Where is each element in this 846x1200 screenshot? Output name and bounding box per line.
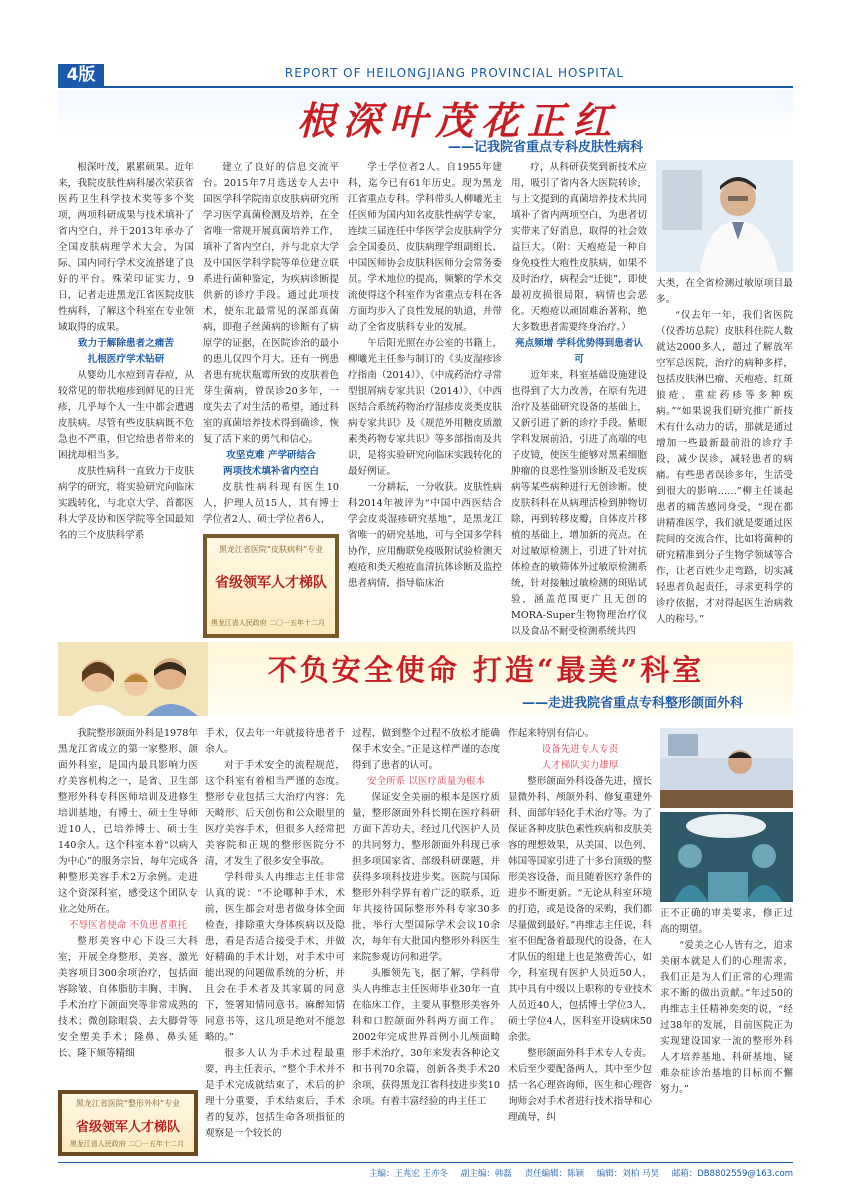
section-heading: 两项技术填补省内空白 [223, 466, 319, 477]
doctor-portrait-illustration [656, 160, 793, 272]
section-heading: 安全所系 以医疗质量为根本 [366, 776, 486, 787]
article2-banner [58, 642, 793, 716]
paragraph: 学士学位者2人。自1955年建科，迄今已有61年历史。现为黑龙江省重点专科。学科带头人柳曦光主任医师为国内知名皮肤性病学专家，连续三届连任中华医学会皮肤病学分会全国委员、皮肤病理学组副组长、中国医师协会皮肤科医师分会常务委员。学术地位的提高，频繁的学术交流使得这个科室作为省重点专科在各方面均步入了良性发展的轨道，并带动了全省皮肤科专业的发展。 [348, 162, 502, 333]
article2-column-3 [352, 726, 500, 1156]
section-heading: 扎根医疗学术钻研 [87, 354, 165, 365]
footer-deputy-editor: 副主编：韩磊 [460, 1169, 512, 1179]
page-number: 4版 [58, 64, 104, 86]
article1-subtitle: ——记我院省重点专科皮肤性病科 [447, 140, 643, 155]
paragraph: 保证安全美丽的根本是医疗质量，整形颌面外科长期在医疗科研方面下苦功夫，经过几代医护人员的共同努力，整形颌面外科现已承担多项国家省、部级科研课题，并获得多项科技进步奖。医院与国际整形外科学界有着广泛的联系，近年共接待国际整形外科专家30多批，举行大型国际学术会议10余次，每年有大批国内整形外科医生来院参观访问和进学。 [352, 792, 500, 963]
footer-editor-in-chief: 主编：王兆宏 王亦冬 [368, 1169, 449, 1179]
article1-column-3 [348, 160, 502, 638]
plaque-header: 黑龙江省医院“整形外科”专业 [75, 1099, 181, 1108]
footer-email: 邮箱：DB8802559@163.com [671, 1169, 793, 1179]
section-heading: 人才梯队实力雄厚 [541, 760, 619, 771]
paragraph: 午后阳光照在办公室的书籍上，柳曦光主任参与制订的《头皮湿疹诊疗指南（2014）》、《中成药治疗寻常型银屑病专家共识（2014）》、《中西医结合系统药物治疗湿疹皮炎类皮肤病专家共识》及《规范外用糖皮质激素类药物专家共识》等多部指南及共识，是将实验研究向临床实践转化的最好例证。 [348, 338, 502, 477]
paragraph: 我院整形颌面外科是1978年黑龙江省成立的第一家整形、颌面外科室，是国内最具影响力医疗美容机构之一，是省、卫生部整形外科专科医师培训及进修生培训基地，有博士、硕士生导师近10人，已培养博士、硕士生140余人。这个科室本着“以病人为中心”的服务宗旨，每年完成各种整形美容手术2万余例。走进这个资深科室，感受这个团队专业之处所在。 [58, 728, 198, 915]
article1-banner [58, 90, 793, 155]
article1-column-4 [511, 160, 647, 638]
paragraph: 整形颌面外科手术专人专责。术后至少要配备两人，其中至少包括一名心理咨询师，医生和心理咨询师会对手术者进行技术指导和心理疏导，纠 [508, 1048, 652, 1123]
article2-title: 不负安全使命 打造“最美”科室 [267, 653, 705, 687]
paragraph: 正不正确的审美要求，修正过高的期望。 [660, 908, 793, 935]
paragraph: 对于手术安全的流程规范，这个科室有着相当严谨的态度。整形专业包括三大治疗内容：先天畸形、后天创伤和公众眼里的医疗美容手术，但很多人经常把美容院和正规的整形医院分不清，才发生了很多安全事故。 [205, 760, 345, 867]
page-footer [58, 1162, 793, 1179]
paragraph: 头雁领先飞，据了解，学科带头人冉维志主任医师毕业30年一直在临床工作，主要从事整形美容外科和口腔颌面外科两方面工作。2002年完成世界首例小儿颅面畸形手术治疗，30年来发表各种论文和书刊70余篇，创新各类手术20余项，获得黑龙江省科技进步奖10余项。有着丰富经验的冉主任工 [352, 968, 500, 1107]
section-heading: 亮点频增 学科优势得到患者认可 [514, 338, 644, 365]
footer-editors: 编辑：刘柏 马昊 [596, 1169, 659, 1179]
paragraph: 整形颌面外科设备先进，擅长显微外科、颅颌外科、修复重建外科、面部年轻化手术治疗等。为了保证各种皮肤色素性疾病和皮肤美容的理想效果，从美国、以色列、韩国等国家引进了十多台顶级的整形美容设备，而且随着医疗条件的进步不断更新。“无论从科室环境的打造，或是设备的采购，我们都尽量做到最好。”冉维志主任说，科室不但配备着最现代的设备，在人才队伍的组建上也是煞费苦心，如今，科室现有医护人员近50人，其中具有中级以上职称的专业技术人员近40人，包括博士学位3人，硕士学位4人，医科室开设病床50余张。 [508, 776, 652, 1043]
doctor-office-photo [660, 728, 793, 808]
article2-column-2 [205, 726, 345, 1156]
paragraph: “仅去年一年，我们省医院（仪香坊总院）皮肤科住院人数就达2000多人，超过了解放军空军总医院，治疗的病种多样，包括皮肤淋巴瘤、天疱疮、红斑狼疮、重症药疹等多种疾病。”“如果说我们研究推广新技术有什么动力的话，那就是通过增加一些最新最前沿的诊疗手段，减少误诊，减轻患者的病痛。有些患者误诊多年，生活受到很大的影响……”柳主任谈起患者的痛苦感同身受，“现在都讲精准医学，我们就是要通过医院间的交流合作，比如将菌种的研究精准到分子生物学领域等合作，让老百姓少走弯路，切实减轻患者负起责任，寻求更科学的诊疗依据，才对得起医生治病救人的称号。” [656, 310, 793, 625]
paragraph: 疗，从科研获奖到新技术应用，吸引了省内各大医院转诊，与上文提到的真菌培养技术共同填补了省内两项空白，为患者切实带来了好消息，取得的社会效益巨大。（附：天疱疮是一种自身免疫性大疱性皮肤病，如果不及时治疗，病程会“迁徙”，即使最初皮损很局限，病情也会恶化。天疱疮以顽固难治著称，绝大多数患者需要终身治疗。） [511, 162, 647, 333]
plaque-issuer: 黑龙江省人民政府 二〇一五年十二月 [210, 619, 325, 627]
honor-plaque-photo [58, 1090, 198, 1156]
paragraph: 从婴幼儿水痘到青春痘，从较常见的带状疱疹到鲜见的日光疹，几乎每个人一生中都会遭遇皮肤病。尽管有些皮肤病既不危急也不严重，但它给患者带来的困扰却相当多。 [58, 370, 194, 461]
article1-column-5 [656, 276, 793, 638]
paragraph: 皮肤性病科一直致力于皮肤病学的研究，将实验研究向临床实践转化，与北京大学、首都医科大学及协和医学院等全国最知名的三个皮肤科学系 [58, 466, 194, 541]
doctor-portrait-photo [656, 160, 793, 272]
paragraph: 很多人认为手术过程最重要，冉主任表示，“整个手术并不是手术完成就结束了，术后的护理十分重要，手术结束后，手术者的复苏，包括生命各项指征的观察是一个较长的 [205, 1048, 345, 1139]
honor-plaque-photo [203, 534, 339, 638]
paragraph: 学科带头人冉维志主任非常认真的说：“不论哪种手术，术前，医生都会对患者做身体全面检查，排除重大身体疾病以及隐患，看是否适合接受手术，并做好精确的手术计划，对手术中可能出现的问题做系统的分析，并且会在手术者及其家属的同意下，签署知情同意书。麻醉知情同意书等，这几项是绝对不能忽略的。” [205, 872, 345, 1043]
article1-column-2 [203, 160, 339, 530]
article2-column-5 [660, 906, 793, 1156]
section-heading: 致力于解除患者之痛苦 [78, 338, 174, 349]
paragraph: 手术，仅去年一年就接待患者千余人。 [205, 728, 345, 755]
paragraph: 大类，在全省检测过敏原项目最多。 [656, 278, 793, 305]
surgery-photo [660, 812, 793, 902]
plaque-title: 省级领军人才梯队 [75, 1120, 180, 1135]
plaque-header: 黑龙江省医院“皮肤病科”专业 [218, 545, 324, 554]
section-heading: 设备先进专人专责 [541, 744, 619, 755]
family-photo-illustration [58, 642, 208, 716]
paragraph: 皮肤性病科现有医生10人，护理人员15人，其有博士学位者2人、硕士学位者6人， [203, 482, 339, 525]
paragraph: 整形美容中心下设三大科室，开展全身整形、美容、激光美容项目300余项治疗，包括面容除皱、自体脂肪丰胸、丰胸、手术治疗下颌面突等非常成熟的技术；微创除眼袋、去大脚骨等安全塑美手术；隆鼻、鼻头延长、隆下颏等精细 [58, 936, 198, 1059]
article2-subtitle: ——走进我院省重点专科整形颌面外科 [521, 696, 743, 711]
plaque-title: 省级领军人才梯队 [215, 575, 327, 591]
plaque-issuer: 黑龙江省人民政府 二〇一五年十二月 [69, 1140, 184, 1148]
paragraph: 一分耕耘，一分收获。皮肤性病科2014年被评为“中国中西医结合学会皮炎湿疹研究基地”，是黑龙江省唯一的研究基地，可与全国多学科协作，应用酶联免疫吸附试验检测天疱疮和类天疱疮血清抗体诊断及监控患者病情，指导临床治 [348, 482, 502, 589]
masthead-title: REPORT OF HEILONGJIANG PROVINCIAL HOSPITAL [284, 66, 625, 80]
footer-responsible-editor: 责任编辑：陈颖 [524, 1169, 585, 1179]
paragraph: 作起来特别有信心。 [508, 728, 595, 739]
article2-column-4 [508, 726, 652, 1156]
paragraph: 过程，做到整个过程不放松才能确保手术安全。”正是这样严谨的态度得到了患者的认可。 [352, 728, 500, 771]
page-header [58, 64, 793, 88]
paragraph: “爱美之心人皆有之，追求美丽本就是人们的心理需求，我们正是为人们正常的心理需求不断的做出贡献。”年过50的冉维志主任精神奕奕的说，“经过38年的发展，目前医院正为实现建设国家一流的整形外科人才培养基地、科研基地、疑难杂症诊治基地的目标而不懈努力。” [660, 940, 793, 1095]
article1-column-1 [58, 160, 194, 638]
article1-title: 根深叶茂花正红 [296, 98, 619, 143]
section-heading: 攻坚克难 产学研结合 [226, 450, 316, 461]
paragraph: 近年来，科室基础设施建设也得到了大力改善，在原有先进治疗及基础研究设备的基础上，又新引进了新的诊疗手段。紫眼学科发展前沿，引进了高端的电子皮镜，使医生能够对黑素细胞肿瘤的良恶性鉴别诊断及毛发疾病等某些病种进行无创诊断。使皮肤科科在从病理活检到肿物切除，再到转移皮瓣，自体皮片移植的基础上，增加新的亮点。在对过敏原检测上，引进了针对抗体检查的敏筛体外过敏原检测系统，针对接触过敏检测的斑贴试验，涵盖范围更广且无创的MORA-Super生物物理治疗仪以及食品不耐受检测系统共四 [511, 370, 647, 637]
surgery-illustration [660, 812, 793, 902]
doctor-office-illustration [660, 728, 793, 808]
article2-column-1 [58, 726, 198, 1086]
paragraph: 建立了良好的信息交流平台。2015年7月选送专人去中国医学科学院南京皮肤病研究所学习医学真菌检测及培养，在全省唯一常规开展真菌培养工作，填补了省内空白，并与北京大学及中国医学科学院等单位建立联系进行菌种鉴定，为疾病诊断提供新的诊疗手段。通过此项技术，使东北最常见的深部真菌病，即孢子丝菌病的诊断有了病原学的证据，在医院诊治的最小的患儿仅四个月大。还有一例患者患有疣状瓶霉所致的皮肤着色芽生菌病，曾误诊20多年，一度失去了对生活的希望，通过科室的真菌培养技术得到确诊，恢复了活下来的勇气和信心。 [203, 162, 339, 445]
paragraph: 根深叶茂，累累硕果。近年来，我院皮肤性病科屡次荣获省医药卫生科学技术奖等多个奖项，两项科研成果与技术填补了省内空白，并于2013年承办了全国皮肤病理学术大会，为国际、国内同行学术交流搭建了良好的平台。殊荣印证实力，9日，记者走进黑龙江省医院皮肤性病科，了解这个科室在专业领域取得的成果。 [58, 162, 194, 333]
section-heading: 不辱医者使命 不负患者重托 [68, 920, 188, 931]
